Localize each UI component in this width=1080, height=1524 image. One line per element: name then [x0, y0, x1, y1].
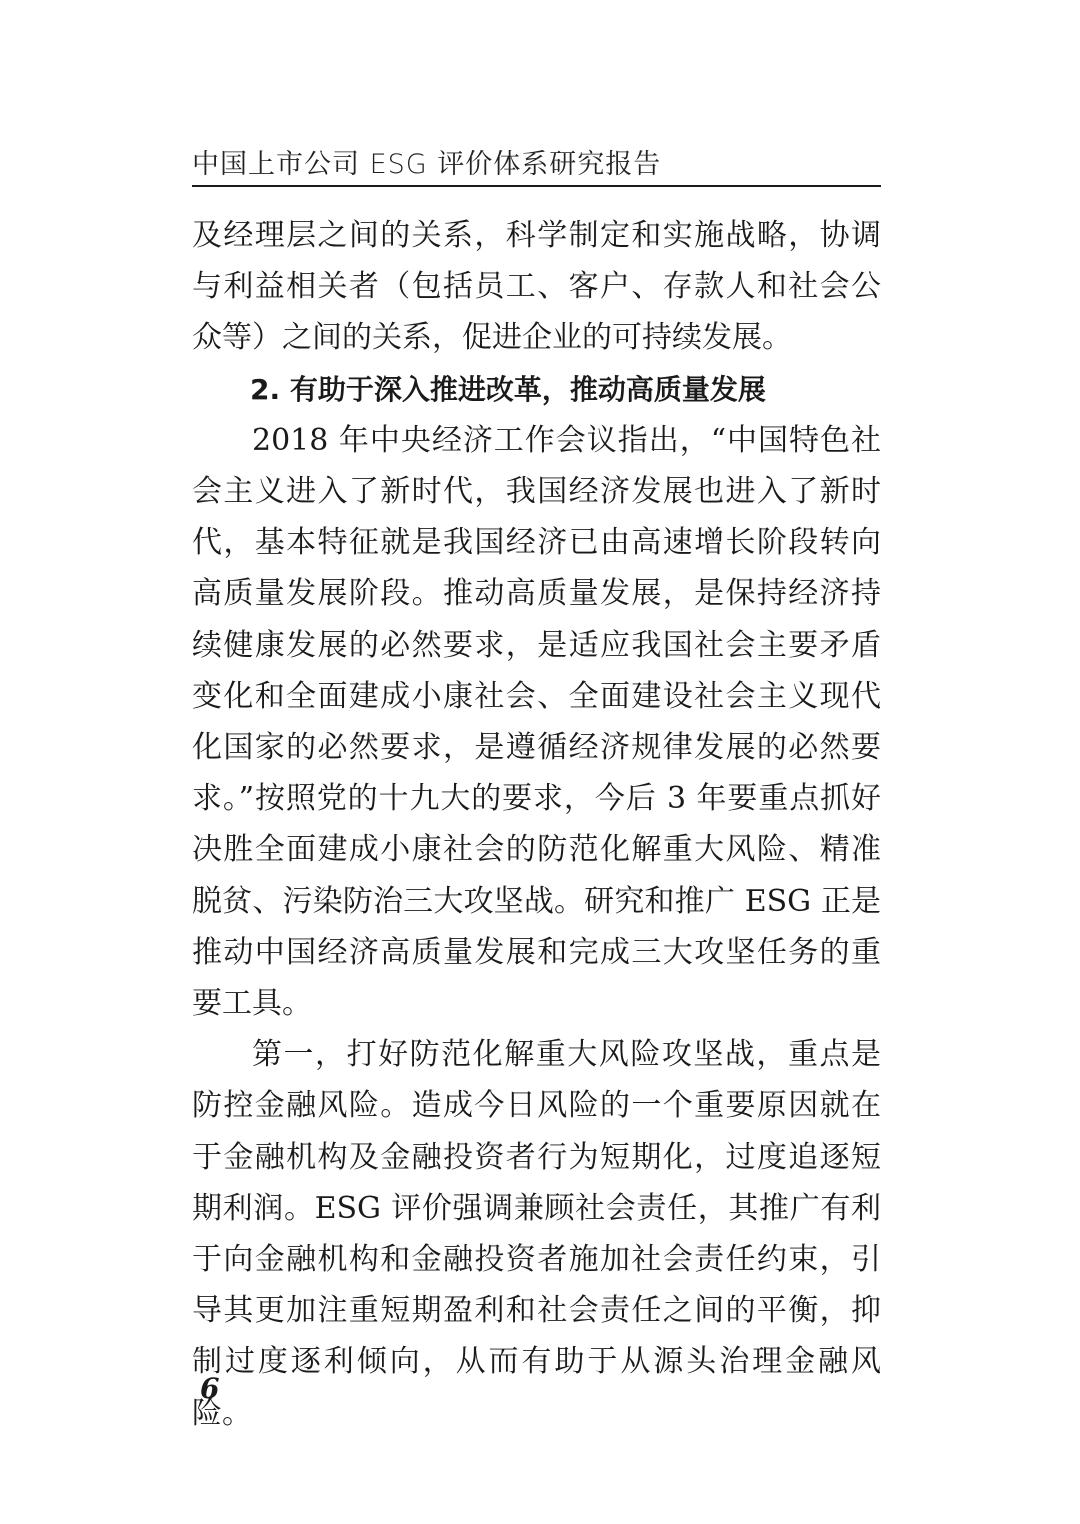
section-heading: 2. 有助于深入推进改革，推动高质量发展	[250, 372, 766, 406]
body-text	[192, 210, 881, 1439]
paragraph-continued: 及经理层之间的关系，科学制定和实施战略，协调与利益相关者（包括员工、客户、存款人和社会公众等）之间的关系，促进企业的可持续发展。	[192, 218, 881, 356]
page-number: 6	[200, 1372, 220, 1405]
running-header: 中国上市公司 ESG 评价体系研究报告	[192, 149, 662, 180]
paragraph-economic-work-conference: 2018 年中央经济工作会议指出，“中国特色社会主义进入了新时代，我国经济发展也进入了新时代，基本特征就是我国经济已由高速增长阶段转向高质量发展阶段。推动高质量发展，是保持经济持续健康发展的必然要求，是适应我国社会主要矛盾变化和全面建成小康社会、全面建设社会主义现代化国家的必然要求，是遵循经济规律发展的必然要求。”按照党的十九大的要求，今后 3 年要重点抓好决胜全面建成小康社会的防范化解重大风险、精准脱贫、污染防治三大攻坚战。研究和推广 ESG 正是推动中国经济高质量发展和完成三大攻坚任务的重要工具。	[192, 422, 881, 1022]
header-rule	[192, 185, 881, 187]
paragraph-financial-risk: 第一，打好防范化解重大风险攻坚战，重点是防控金融风险。造成今日风险的一个重要原因就在于金融机构及金融投资者行为短期化，过度追逐短期利润。ESG 评价强调兼顾社会责任，其推广有利于向金融机构和金融投资者施加社会责任约束，引导其更加注重短期盈利和社会责任之间的平衡，抑制过度逐利倾向，从而有助于从源头治理金融风险。	[192, 1037, 881, 1431]
